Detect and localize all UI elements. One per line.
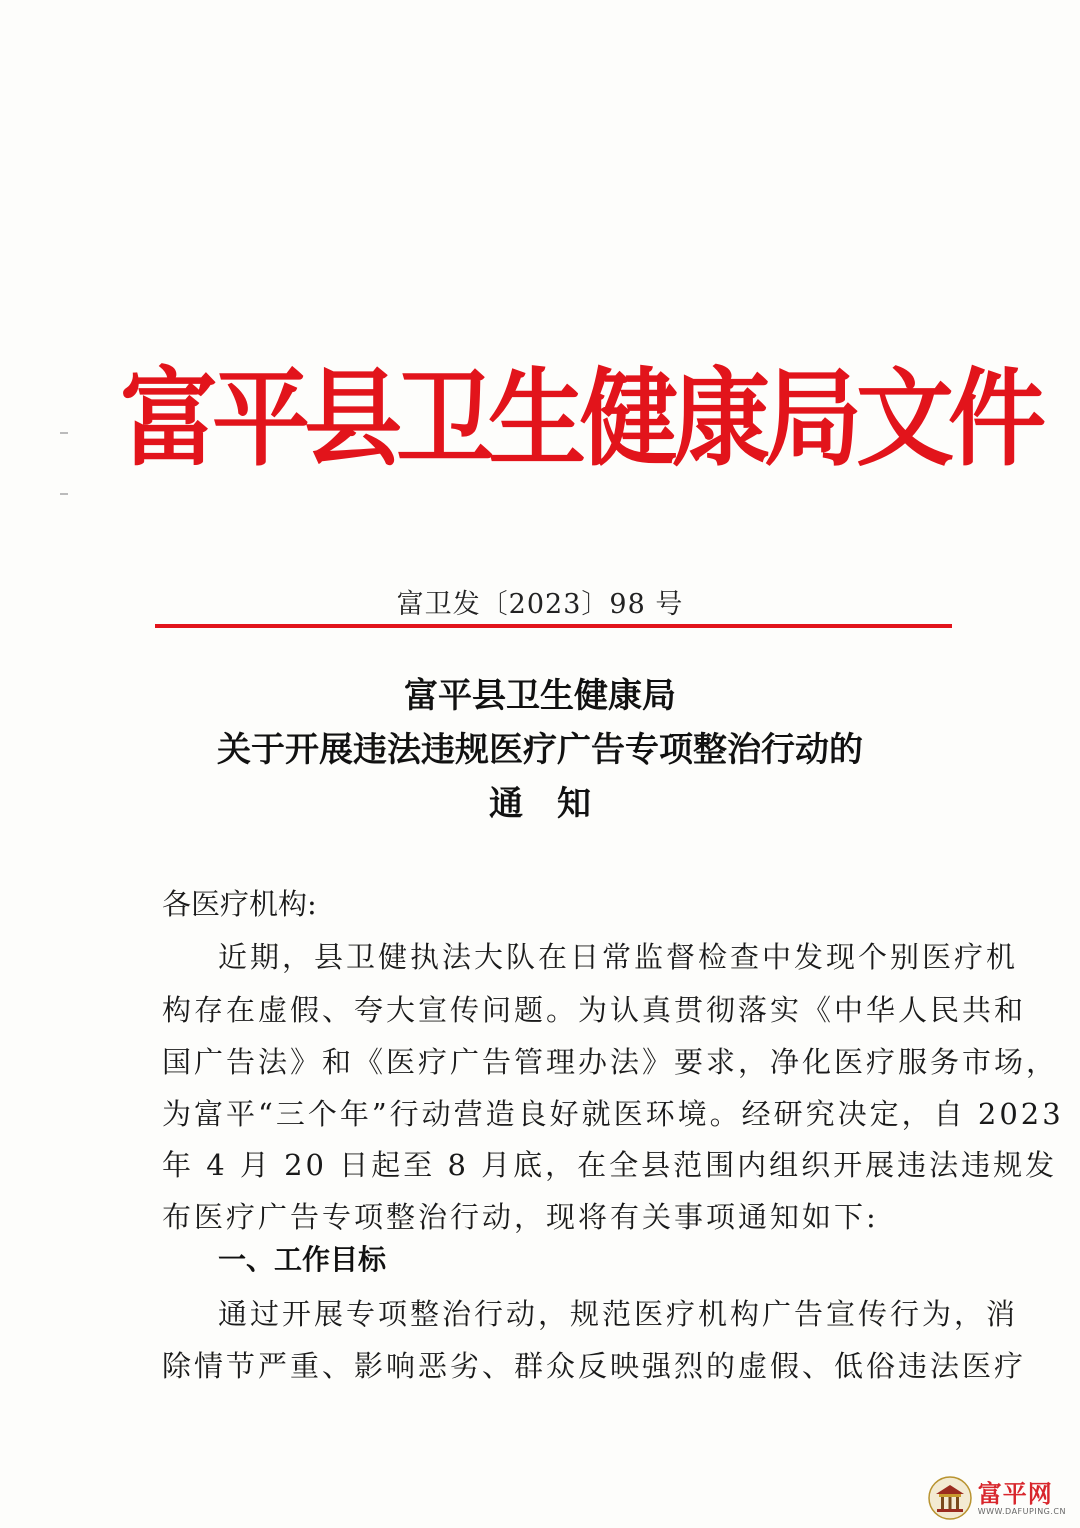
red-divider	[155, 624, 952, 628]
salutation: 各医疗机构:	[162, 887, 317, 921]
pavilion-logo-icon	[928, 1476, 972, 1520]
paragraph-line: 近期，县卫健执法大队在日常监督检查中发现个别医疗机	[218, 940, 1019, 974]
title-line-2: 关于开展违法违规医疗广告专项整治行动的	[217, 730, 863, 770]
scan-mark	[60, 493, 68, 495]
watermark-name: 富平网	[977, 1479, 1053, 1508]
paragraph-line: 年 4 月 20 日起至 8 月底，在全县范围内组织开展违法违规发	[162, 1148, 1058, 1182]
title-line-3: 通 知	[489, 784, 591, 824]
paragraph-line: 国广告法》和《医疗广告管理办法》要求，净化医疗服务市场，	[162, 1045, 1059, 1079]
paragraph-line: 为富平“三个年”行动营造良好就医环境。经研究决定，自 2023	[162, 1097, 1064, 1131]
site-watermark	[928, 1476, 1066, 1520]
document-number: 富卫发〔2023〕98 号	[396, 589, 684, 620]
issuer-title: 富平县卫生健康局文件	[120, 357, 1041, 482]
watermark-url: WWW.DAFUPING.CN	[977, 1506, 1066, 1516]
paragraph-line: 构存在虚假、夸大宣传问题。为认真贯彻落实《中华人民共和	[162, 993, 1027, 1027]
paragraph-line: 布医疗广告专项整治行动，现将有关事项通知如下:	[162, 1200, 879, 1234]
paragraph-line: 通过开展专项整治行动，规范医疗机构广告宣传行为，消	[218, 1297, 1019, 1331]
paragraph-line: 除情节严重、影响恶劣、群众反映强烈的虚假、低俗违法医疗	[162, 1349, 1027, 1383]
title-line-1: 富平县卫生健康局	[404, 676, 676, 716]
scan-mark	[60, 432, 68, 434]
section-heading: 一、工作目标	[218, 1243, 387, 1276]
